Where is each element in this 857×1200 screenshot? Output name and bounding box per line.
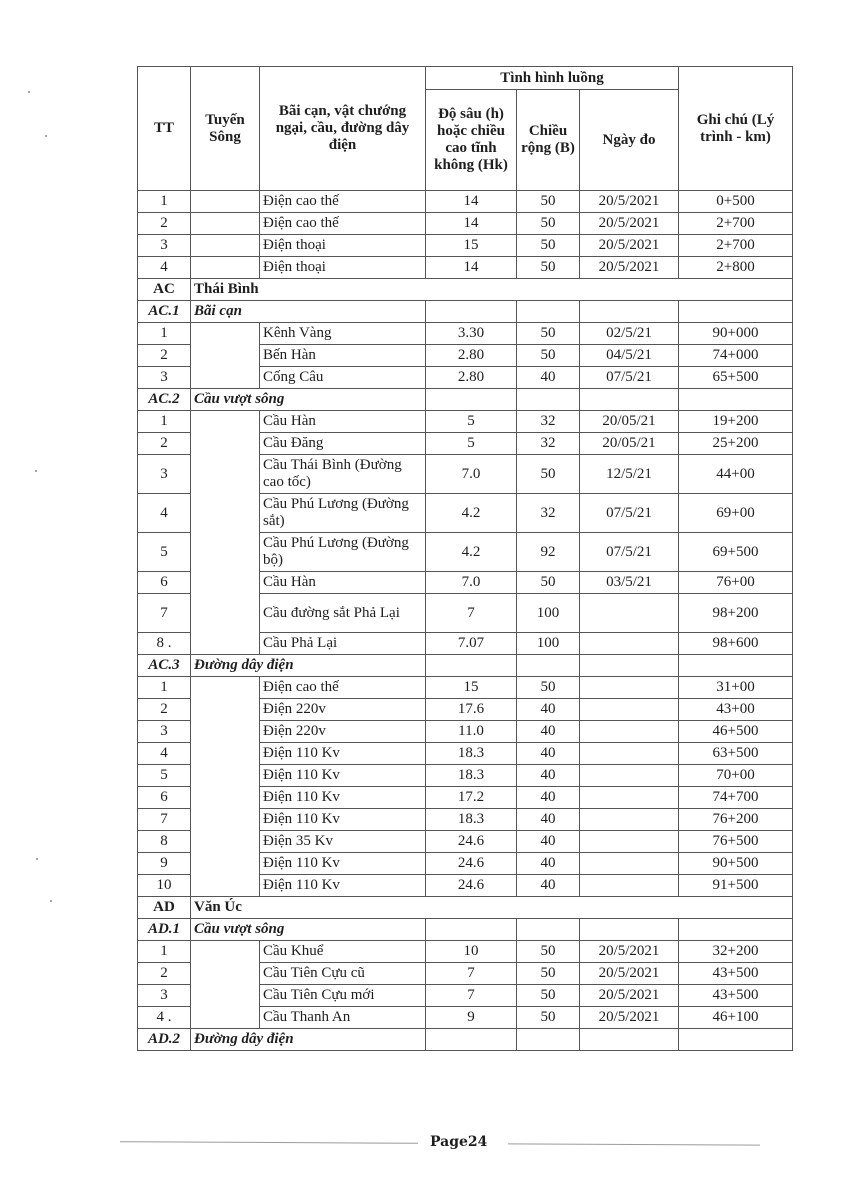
subsection-row	[138, 919, 793, 941]
river-cell	[191, 191, 260, 213]
subsection-row	[138, 1029, 793, 1051]
row-depth: 2.80	[426, 345, 517, 367]
row-width: 40	[517, 699, 580, 721]
empty-note	[679, 919, 793, 941]
row-date: 20/5/2021	[580, 213, 679, 235]
row-note: 43+00	[679, 699, 793, 721]
row-width: 50	[517, 191, 580, 213]
row-date: 20/5/2021	[580, 235, 679, 257]
row-depth: 7	[426, 594, 517, 633]
section-title: Cầu vượt sông	[191, 919, 426, 941]
row-note: 74+700	[679, 787, 793, 809]
row-tt: 1	[138, 191, 191, 213]
river-cell	[191, 323, 260, 389]
section-code: AC.1	[138, 301, 191, 323]
row-depth: 4.2	[426, 533, 517, 572]
row-tt: 2	[138, 699, 191, 721]
river-cell	[191, 677, 260, 897]
scan-speck	[28, 91, 30, 93]
row-date	[580, 594, 679, 633]
section-code: AC	[138, 279, 191, 301]
row-depth: 17.6	[426, 699, 517, 721]
row-date	[580, 721, 679, 743]
row-date	[580, 831, 679, 853]
row-date: 07/5/21	[580, 494, 679, 533]
row-name: Cầu Hàn	[260, 572, 426, 594]
row-depth: 18.3	[426, 809, 517, 831]
row-note: 46+500	[679, 721, 793, 743]
row-width: 40	[517, 809, 580, 831]
row-tt: 2	[138, 345, 191, 367]
row-name: Điện thoại	[260, 235, 426, 257]
row-width: 100	[517, 633, 580, 655]
row-note: 70+00	[679, 765, 793, 787]
header-tuyen-song: Tuyến Sông	[191, 67, 260, 191]
empty-date	[580, 301, 679, 323]
header-date: Ngày đo	[580, 90, 679, 191]
row-note: 98+200	[679, 594, 793, 633]
section-title: Đường dây điện	[191, 655, 426, 677]
row-depth: 17.2	[426, 787, 517, 809]
row-note: 25+200	[679, 433, 793, 455]
row-tt: 7	[138, 809, 191, 831]
row-depth: 14	[426, 213, 517, 235]
row-note: 46+100	[679, 1007, 793, 1029]
section-code: AC.3	[138, 655, 191, 677]
row-note: 98+600	[679, 633, 793, 655]
row-depth: 5	[426, 433, 517, 455]
row-depth: 9	[426, 1007, 517, 1029]
empty-date	[580, 1029, 679, 1051]
row-date: 20/05/21	[580, 433, 679, 455]
row-name: Cầu Thái Bình (Đường cao tốc)	[260, 455, 426, 494]
row-depth: 2.80	[426, 367, 517, 389]
row-width: 40	[517, 875, 580, 897]
row-date	[580, 743, 679, 765]
row-tt: 5	[138, 765, 191, 787]
row-note: 32+200	[679, 941, 793, 963]
row-width: 40	[517, 853, 580, 875]
empty-depth	[426, 1029, 517, 1051]
row-name: Cầu Phả Lại	[260, 633, 426, 655]
row-tt: 1	[138, 677, 191, 699]
row-note: 43+500	[679, 985, 793, 1007]
row-name: Cầu Tiên Cựu cũ	[260, 963, 426, 985]
section-code: AD	[138, 897, 191, 919]
section-row	[138, 897, 793, 919]
row-width: 32	[517, 494, 580, 533]
row-note: 31+00	[679, 677, 793, 699]
row-name: Cầu Hàn	[260, 411, 426, 433]
empty-width	[517, 1029, 580, 1051]
row-depth: 15	[426, 235, 517, 257]
row-depth: 7	[426, 963, 517, 985]
row-depth: 18.3	[426, 765, 517, 787]
row-tt: 4	[138, 494, 191, 533]
scan-speck	[36, 858, 38, 860]
row-tt: 9	[138, 853, 191, 875]
row-tt: 3	[138, 985, 191, 1007]
row-date: 03/5/21	[580, 572, 679, 594]
row-width: 40	[517, 765, 580, 787]
row-name: Điện 110 Kv	[260, 853, 426, 875]
empty-width	[517, 919, 580, 941]
row-date: 07/5/21	[580, 367, 679, 389]
row-tt: 7	[138, 594, 191, 633]
header-tt: TT	[138, 67, 191, 191]
empty-depth	[426, 655, 517, 677]
row-tt: 2	[138, 213, 191, 235]
scan-speck	[35, 470, 37, 472]
row-date: 07/5/21	[580, 533, 679, 572]
row-width: 40	[517, 367, 580, 389]
row-name: Cống Câu	[260, 367, 426, 389]
row-tt: 5	[138, 533, 191, 572]
row-tt: 4	[138, 743, 191, 765]
row-date: 20/5/2021	[580, 1007, 679, 1029]
row-name: Cầu Phú Lương (Đường bộ)	[260, 533, 426, 572]
empty-note	[679, 389, 793, 411]
row-depth: 18.3	[426, 743, 517, 765]
row-width: 50	[517, 213, 580, 235]
row-width: 50	[517, 1007, 580, 1029]
table-row	[138, 191, 793, 213]
row-name: Điện thoại	[260, 257, 426, 279]
row-date	[580, 677, 679, 699]
empty-width	[517, 655, 580, 677]
table-row	[138, 677, 793, 699]
row-date: 12/5/21	[580, 455, 679, 494]
table-body	[138, 191, 793, 1051]
row-note: 69+500	[679, 533, 793, 572]
row-width: 50	[517, 455, 580, 494]
row-date: 20/5/2021	[580, 985, 679, 1007]
river-cell	[191, 257, 260, 279]
row-depth: 14	[426, 191, 517, 213]
section-code: AD.1	[138, 919, 191, 941]
row-tt: 1	[138, 411, 191, 433]
empty-note	[679, 301, 793, 323]
row-width: 50	[517, 677, 580, 699]
empty-date	[580, 655, 679, 677]
row-name: Điện 220v	[260, 721, 426, 743]
subsection-row	[138, 389, 793, 411]
row-name: Kênh Vàng	[260, 323, 426, 345]
empty-note	[679, 1029, 793, 1051]
header-depth: Độ sâu (h) hoặc chiều cao tĩnh không (Hk)	[426, 90, 517, 191]
row-width: 50	[517, 941, 580, 963]
row-note: 0+500	[679, 191, 793, 213]
row-width: 50	[517, 257, 580, 279]
header-width: Chiều rộng (B)	[517, 90, 580, 191]
subsection-row	[138, 301, 793, 323]
row-tt: 6	[138, 572, 191, 594]
row-note: 91+500	[679, 875, 793, 897]
row-date	[580, 633, 679, 655]
table-row	[138, 213, 793, 235]
row-width: 50	[517, 985, 580, 1007]
row-name: Điện cao thế	[260, 677, 426, 699]
row-width: 50	[517, 572, 580, 594]
river-cell	[191, 235, 260, 257]
empty-date	[580, 919, 679, 941]
row-note: 76+500	[679, 831, 793, 853]
row-date: 20/5/2021	[580, 191, 679, 213]
section-code: AD.2	[138, 1029, 191, 1051]
row-tt: 3	[138, 367, 191, 389]
page-number: Page24	[430, 1134, 488, 1150]
row-depth: 3.30	[426, 323, 517, 345]
row-depth: 24.6	[426, 831, 517, 853]
row-note: 90+500	[679, 853, 793, 875]
row-name: Cầu Đăng	[260, 433, 426, 455]
row-date: 20/5/2021	[580, 963, 679, 985]
section-code: AC.2	[138, 389, 191, 411]
section-title: Cầu vượt sông	[191, 389, 426, 411]
row-tt: 2	[138, 963, 191, 985]
row-date	[580, 875, 679, 897]
row-date: 20/5/2021	[580, 257, 679, 279]
row-date	[580, 787, 679, 809]
row-depth: 7	[426, 985, 517, 1007]
row-width: 40	[517, 831, 580, 853]
river-cell	[191, 941, 260, 1029]
row-width: 40	[517, 787, 580, 809]
row-tt: 8	[138, 831, 191, 853]
row-date: 02/5/21	[580, 323, 679, 345]
row-name: Cầu đường sắt Phả Lại	[260, 594, 426, 633]
row-date	[580, 699, 679, 721]
header-note: Ghi chú (Lý trình - km)	[679, 67, 793, 191]
row-depth: 4.2	[426, 494, 517, 533]
row-date: 20/05/21	[580, 411, 679, 433]
row-width: 32	[517, 433, 580, 455]
page-footer	[120, 1134, 760, 1158]
empty-note	[679, 655, 793, 677]
row-note: 43+500	[679, 963, 793, 985]
row-name: Điện 110 Kv	[260, 875, 426, 897]
row-date: 04/5/21	[580, 345, 679, 367]
footer-rule-left	[120, 1141, 418, 1144]
row-depth: 7.0	[426, 572, 517, 594]
row-tt: 6	[138, 787, 191, 809]
row-date	[580, 853, 679, 875]
row-name: Bến Hàn	[260, 345, 426, 367]
section-row	[138, 279, 793, 301]
empty-depth	[426, 389, 517, 411]
row-date	[580, 765, 679, 787]
subsection-row	[138, 655, 793, 677]
scan-speck	[45, 135, 47, 137]
row-note: 19+200	[679, 411, 793, 433]
table-row	[138, 941, 793, 963]
row-depth: 15	[426, 677, 517, 699]
table-row	[138, 235, 793, 257]
row-width: 50	[517, 963, 580, 985]
row-width: 40	[517, 743, 580, 765]
row-name: Điện 110 Kv	[260, 765, 426, 787]
row-tt: 2	[138, 433, 191, 455]
row-tt: 1	[138, 941, 191, 963]
row-tt: 10	[138, 875, 191, 897]
row-width: 92	[517, 533, 580, 572]
row-width: 40	[517, 721, 580, 743]
row-name: Điện 110 Kv	[260, 787, 426, 809]
row-name: Điện cao thế	[260, 213, 426, 235]
row-tt: 1	[138, 323, 191, 345]
scan-speck	[50, 900, 52, 902]
empty-width	[517, 389, 580, 411]
row-depth: 14	[426, 257, 517, 279]
table-row	[138, 411, 793, 433]
row-tt: 8 .	[138, 633, 191, 655]
river-cell	[191, 213, 260, 235]
row-depth: 10	[426, 941, 517, 963]
row-name: Cầu Thanh An	[260, 1007, 426, 1029]
row-tt: 3	[138, 721, 191, 743]
row-note: 2+700	[679, 213, 793, 235]
row-note: 65+500	[679, 367, 793, 389]
row-note: 76+00	[679, 572, 793, 594]
row-width: 50	[517, 323, 580, 345]
table-row	[138, 257, 793, 279]
row-width: 32	[517, 411, 580, 433]
row-note: 90+000	[679, 323, 793, 345]
row-date: 20/5/2021	[580, 941, 679, 963]
row-tt: 4 .	[138, 1007, 191, 1029]
row-depth: 7.0	[426, 455, 517, 494]
row-date	[580, 809, 679, 831]
row-depth: 7.07	[426, 633, 517, 655]
channel-obstacle-table	[137, 66, 793, 1051]
row-depth: 24.6	[426, 853, 517, 875]
row-name: Cầu Phú Lương (Đường sắt)	[260, 494, 426, 533]
row-note: 76+200	[679, 809, 793, 831]
row-note: 69+00	[679, 494, 793, 533]
row-name: Điện cao thế	[260, 191, 426, 213]
row-note: 2+800	[679, 257, 793, 279]
row-name: Điện 110 Kv	[260, 743, 426, 765]
row-name: Điện 35 Kv	[260, 831, 426, 853]
row-depth: 24.6	[426, 875, 517, 897]
row-note: 63+500	[679, 743, 793, 765]
row-width: 100	[517, 594, 580, 633]
row-name: Cầu Tiên Cựu mới	[260, 985, 426, 1007]
header-obstacle: Bãi cạn, vật chướng ngại, cầu, đường dây điện	[260, 67, 426, 191]
row-tt: 3	[138, 455, 191, 494]
row-width: 50	[517, 235, 580, 257]
row-name: Điện 220v	[260, 699, 426, 721]
row-note: 2+700	[679, 235, 793, 257]
header-channel-status: Tình hình luồng	[426, 67, 679, 90]
empty-depth	[426, 919, 517, 941]
section-title: Bãi cạn	[191, 301, 426, 323]
row-note: 74+000	[679, 345, 793, 367]
row-note: 44+00	[679, 455, 793, 494]
empty-depth	[426, 301, 517, 323]
empty-date	[580, 389, 679, 411]
row-name: Cầu Khuể	[260, 941, 426, 963]
row-tt: 4	[138, 257, 191, 279]
row-depth: 5	[426, 411, 517, 433]
section-title: Đường dây điện	[191, 1029, 426, 1051]
row-tt: 3	[138, 235, 191, 257]
row-depth: 11.0	[426, 721, 517, 743]
river-cell	[191, 411, 260, 655]
footer-rule-right	[508, 1143, 760, 1145]
section-title: Văn Úc	[191, 897, 793, 919]
row-width: 50	[517, 345, 580, 367]
table-row	[138, 323, 793, 345]
section-title: Thái Bình	[191, 279, 793, 301]
empty-width	[517, 301, 580, 323]
row-name: Điện 110 Kv	[260, 809, 426, 831]
